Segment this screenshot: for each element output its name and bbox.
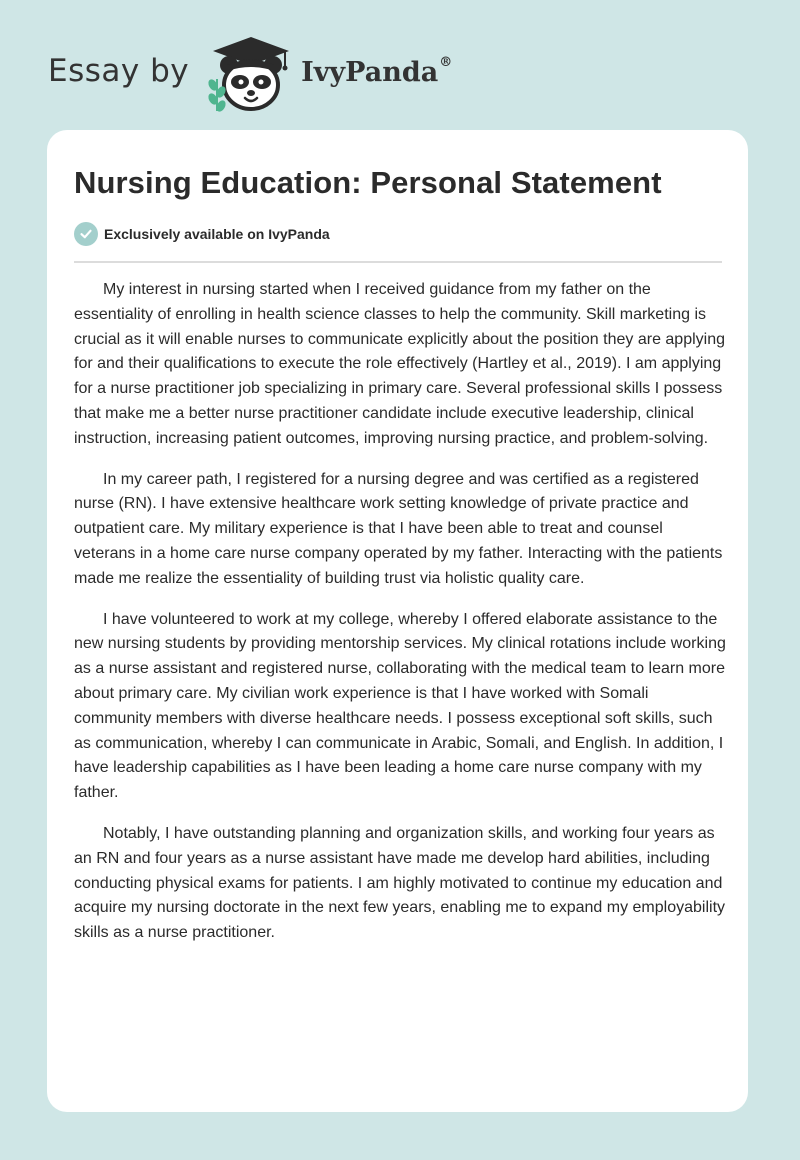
essay-title: Nursing Education: Personal Statement (74, 165, 662, 200)
essay-paragraph: My interest in nursing started when I received guidance from my father on the essentiality of enrolling in health science classes to help the community. Skill marketing is crucial as it will enable nurses to communicate explicitly about the position they are applying for and their qualifications to execute the role effectively (Hartley et al., 2019). I am applying for a nurse practitioner job specializing in primary care. Several professional skills I possess that make me a better nurse practitioner candidate include executive leadership, clinical instruction, increasing patient outcomes, improving nursing practice, and problem-solving. (74, 281, 726, 447)
essay-card (47, 130, 748, 1112)
essay-paragraph: I have volunteered to work at my college, whereby I offered elaborate assistance to the new nursing students by providing mentorship services. My clinical rotations include working as a nurse assistant and registered nurse, collaborating with the medical team to learn more about primary care. My civilian work experience is that I have worked with Somali community members with diverse healthcare needs. I possess exceptional soft skills, such as communication, whereby I can communicate in Arabic, Somali, and English. In addition, I have leadership capabilities as I have been leading a home care nurse company with my father. (74, 610, 726, 802)
brand-header (48, 30, 452, 120)
essay-paragraph: In my career path, I registered for a nursing degree and was certified as a registered nurse (RN). I have extensive healthcare work setting knowledge of private practice and outpatient care. My military experience is that I have been able to treat and counsel veterans in a home care nurse company operated by my father. Interacting with the patients made me realize the essentiality of building trust via holistic quality care. (74, 470, 723, 587)
panda-logo-icon (205, 35, 297, 115)
exclusive-badge (74, 222, 330, 246)
brand-name-text: IvyPanda (301, 56, 439, 88)
registered-mark: ® (439, 54, 453, 70)
exclusive-badge-text: Exclusively available on IvyPanda (104, 226, 330, 242)
essay-body (74, 278, 726, 962)
check-circle-icon (74, 222, 98, 246)
title-divider (74, 261, 722, 263)
essay-paragraph: Notably, I have outstanding planning and organization skills, and working four years as an RN and four years as a nurse assistant have made me develop hard abilities, including conducting physical exams for patients. I am highly motivated to continue my education and acquire my nursing doctorate in the next few years, enabling me to expand my employability skills as a nurse practitioner. (74, 824, 726, 942)
brand-prefix: Essay by (48, 53, 190, 89)
brand-name (301, 54, 453, 88)
